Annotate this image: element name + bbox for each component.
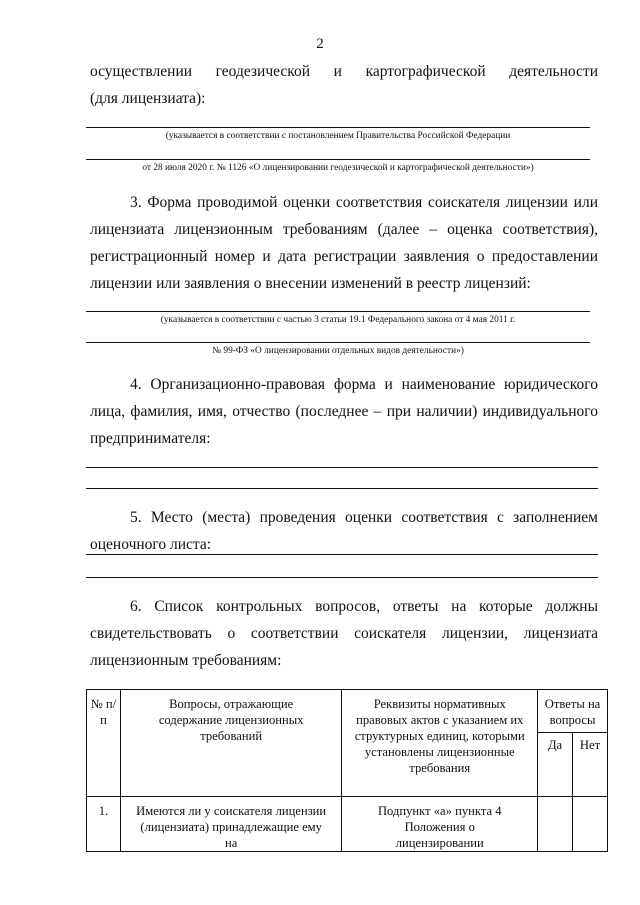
intro-line-1: [90, 58, 598, 85]
item-3-line-3: регистрационный номер и дата регистрации заявления о предоставлении: [90, 248, 598, 265]
note-2-line-2: № 99-ФЗ «О лицензировании отдельных видов деятельности»): [212, 346, 464, 356]
item-6-line-3: лицензионным требованиям:: [90, 652, 282, 669]
note-1-line-1: (указывается в соответствии с постановлением Правительства Российской Федерации: [165, 131, 511, 141]
item-3-line-2: лицензиата лицензионным требованиям (далее – оценка соответствия),: [90, 221, 598, 238]
fill-line: [86, 467, 598, 468]
fill-line: [86, 342, 590, 343]
fill-line: [86, 127, 590, 128]
intro-word: и: [333, 63, 342, 80]
header-answers: Ответы на вопросы: [538, 690, 608, 733]
row-answer-yes[interactable]: [538, 797, 573, 852]
item-6-line-2: свидетельствовать о соответствии соискателя лицензии, лицензиата: [90, 625, 598, 642]
header-questions: Вопросы, отражающие содержание лицензионных требований: [120, 690, 341, 797]
note-2-line-1: (указывается в соответствии с частью 3 статьи 19.1 Федерального закона от 4 мая 2011 г.: [160, 315, 516, 325]
intro-line-2: (для лицензиата):: [90, 90, 206, 107]
row-question: Имеются ли у соискателя лицензии (лицензиата) принадлежащие ему на: [120, 797, 341, 852]
item-3-line-4: лицензии или заявления о внесении изменений в реестр лицензий:: [90, 275, 531, 292]
header-yes: Да: [538, 733, 573, 797]
header-num: № п/п: [87, 690, 121, 797]
item-4-line-2: лица, фамилия, имя, отчество (последнее – при наличии) индивидуального: [90, 403, 598, 420]
note-1-line-2: от 28 июля 2020 г. № 1126 «О лицензировании геодезической и картографической деятельности»): [142, 163, 534, 173]
checklist-table: [86, 689, 608, 852]
row-requisite: Подпункт «а» пункта 4 Положения о лицензировании: [342, 797, 538, 852]
intro-word: деятельности: [509, 63, 598, 80]
intro-word: геодезической: [215, 63, 311, 80]
fill-line: [86, 311, 590, 312]
header-requisites: Реквизиты нормативных правовых актов с указанием их структурных единиц, которыми установлены лицензионные требования: [342, 690, 538, 797]
fill-line: [86, 159, 590, 160]
item-3-line-1: 3. Форма проводимой оценки соответствия соискателя лицензии или: [130, 194, 598, 211]
item-4-line-1: 4. Организационно-правовая форма и наименование юридического: [130, 376, 598, 393]
item-4-line-3: предпринимателя:: [90, 430, 211, 447]
table-header-row: [87, 690, 608, 733]
intro-word: картографической: [365, 63, 486, 80]
item-5-line-1: 5. Место (места) проведения оценки соответствия с заполнением: [130, 509, 598, 526]
fill-line: [86, 488, 598, 489]
row-answer-no[interactable]: [573, 797, 608, 852]
item-5-line-2: оценочного листа:: [90, 536, 212, 553]
row-num: 1.: [87, 797, 121, 852]
fill-line: [86, 577, 598, 578]
table-row: [87, 797, 608, 852]
item-6-line-1: 6. Список контрольных вопросов, ответы на которые должны: [130, 598, 598, 615]
intro-word: осуществлении: [90, 63, 193, 80]
header-no: Нет: [573, 733, 608, 797]
page-number: 2: [316, 36, 324, 52]
fill-line: [86, 554, 598, 555]
